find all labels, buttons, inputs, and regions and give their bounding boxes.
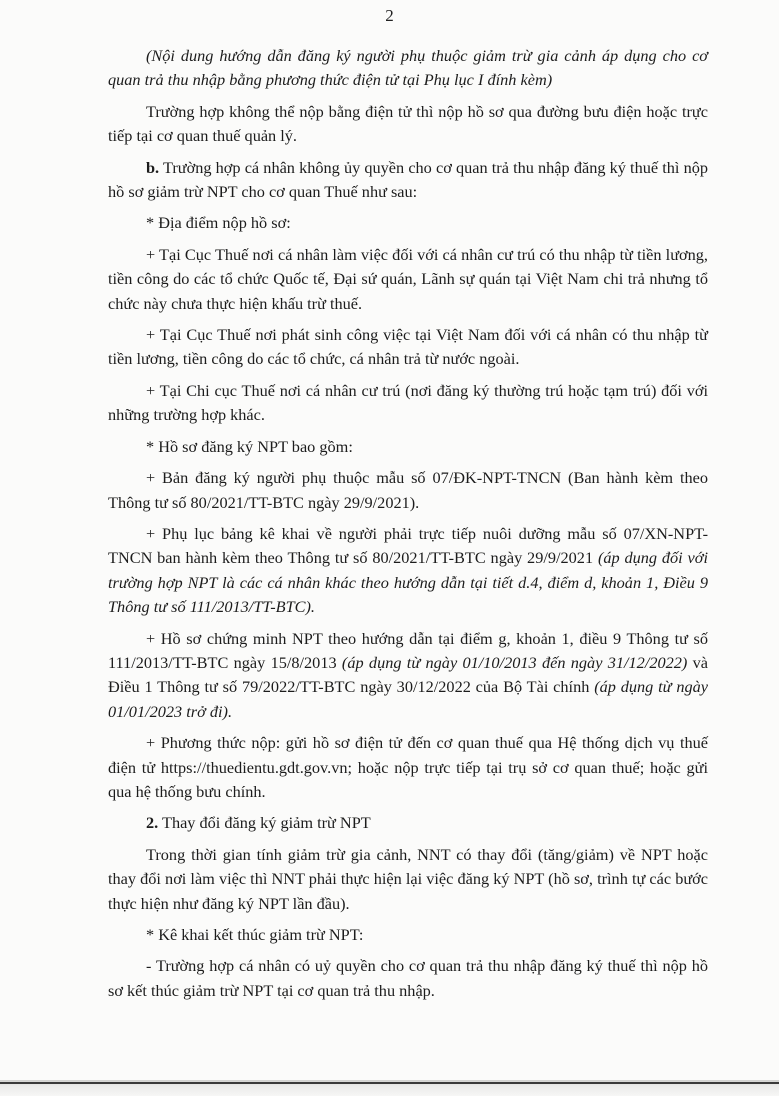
section-2-title: Thay đổi đăng ký giảm trừ NPT [162,813,371,833]
paragraph-termination-authorized: - Trường hợp cá nhân có uỷ quyền cho cơ quan trả thu nhập đăng ký thuế thì nộp hồ sơ kết thúc giảm trừ NPT tại cơ quan trả thu nhập. [108,956,708,1000]
paragraph-dossier-proof [108,627,708,725]
paragraph-dossier-heading: * Hồ sơ đăng ký NPT bao gồm: [146,436,353,456]
section-2-label: 2. [146,813,159,833]
page-number: 2 [385,6,394,25]
dossier-proof-text-2: và Điều 1 Thông tư số 79/2022/TT-BTC ngày 30/12/2022 của Bộ Tài chính [108,652,709,697]
paragraph-termination-heading: * Kê khai kết thúc giảm trừ NPT: [146,925,364,944]
paragraph-submission-method: + Phương thức nộp: gửi hồ sơ điện tử đến cơ quan thuế qua Hệ thống dịch vụ thuế điện tử https://thuedientu.gdt.gov.vn; hoặc nộp trực tiếp tại trụ sở cơ quan thuế; hoặc gửi qua hệ thống bưu chính. [108,733,708,801]
dossier-appendix-text: + Phụ lục bảng kê khai về người phải trực tiếp nuôi dưỡng mẫu số 07/XN-NPT-TNCN ban hành kèm theo Thông tư số 80/2021/TT-BTC ngày 29/9/2021 [108,523,708,568]
dossier-appendix-note: (áp dụng đối với trường hợp NPT là các cá nhân khác theo hướng dẫn tại tiết d.4, điểm d, khoản 1, Điều 9 Thông tư số 111/2013/TT-BTC). [108,548,708,617]
paragraph-section-2 [108,811,708,835]
paragraph-submission-location-heading: * Địa điểm nộp hồ sơ: [146,213,291,233]
document-body [108,44,708,1010]
dossier-proof-note-2: (áp dụng từ ngày 01/01/2023 trở đi). [108,677,709,721]
page-bottom-line [0,1082,779,1084]
paragraph-dossier-form: + Bản đăng ký người phụ thuộc mẫu số 07/ĐK-NPT-TNCN (Ban hành kèm theo Thông tư số 80/2021/TT-BTC ngày 29/9/2021). [108,468,708,512]
dossier-proof-note-1: (áp dụng từ ngày 01/10/2013 đến ngày 31/12/2022) [341,652,688,672]
paragraph-location-international: + Tại Cục Thuế nơi cá nhân làm việc đối với cá nhân cư trú có thu nhập từ tiền lương, tiền công do các tổ chức Quốc tế, Đại sứ quán, Lãnh sự quán tại Việt Nam chi trả nhưng tổ chức này chưa thực hiện khấu trừ thuế. [108,244,708,313]
paragraph-paper-submission: Trường hợp không thể nộp bằng điện tử thì nộp hồ sơ qua đường bưu điện hoặc trực tiếp tại cơ quan thuế quản lý. [108,101,708,146]
section-b-label: b. [146,157,160,177]
dossier-proof-text-1: + Hồ sơ chứng minh NPT theo hướng dẫn tại điểm g, khoản 1, điều 9 Thông tư số 111/2013/TT-BTC ngày 15/8/2013 [108,628,708,672]
paragraph-section-b [108,156,708,205]
paragraph-location-other: + Tại Chi cục Thuế nơi cá nhân cư trú (nơi đăng ký thường trú hoặc tạm trú) đối với những trường hợp khác. [108,380,708,425]
paragraph-location-foreign-payer: + Tại Cục Thuế nơi phát sinh công việc tại Việt Nam đối với cá nhân có thu nhập từ tiền lương, tiền công do các tổ chức, cá nhân trả từ nước ngoài. [108,325,708,369]
section-b-text: Trường hợp cá nhân không ủy quyền cho cơ quan trả thu nhập đăng ký thuế thì nộp hồ sơ giảm trừ NPT cho cơ quan Thuế như sau: [108,157,708,202]
paragraph-dossier-appendix [108,522,708,620]
paragraph-appendix-note: (Nội dung hướng dẫn đăng ký người phụ thuộc giảm trừ gia cảnh áp dụng cho cơ quan trả thu nhập bằng phương thức điện tử tại Phụ lục I đính kèm) [108,46,708,90]
paragraph-change-registration: Trong thời gian tính giảm trừ gia cảnh, NNT có thay đổi (tăng/giảm) về NPT hoặc thay đổi nơi làm việc thì NNT phải thực hiện lại việc đăng ký NPT (hồ sơ, trình tự các bước thực hiện như đăng ký NPT lần đầu). [108,844,708,913]
